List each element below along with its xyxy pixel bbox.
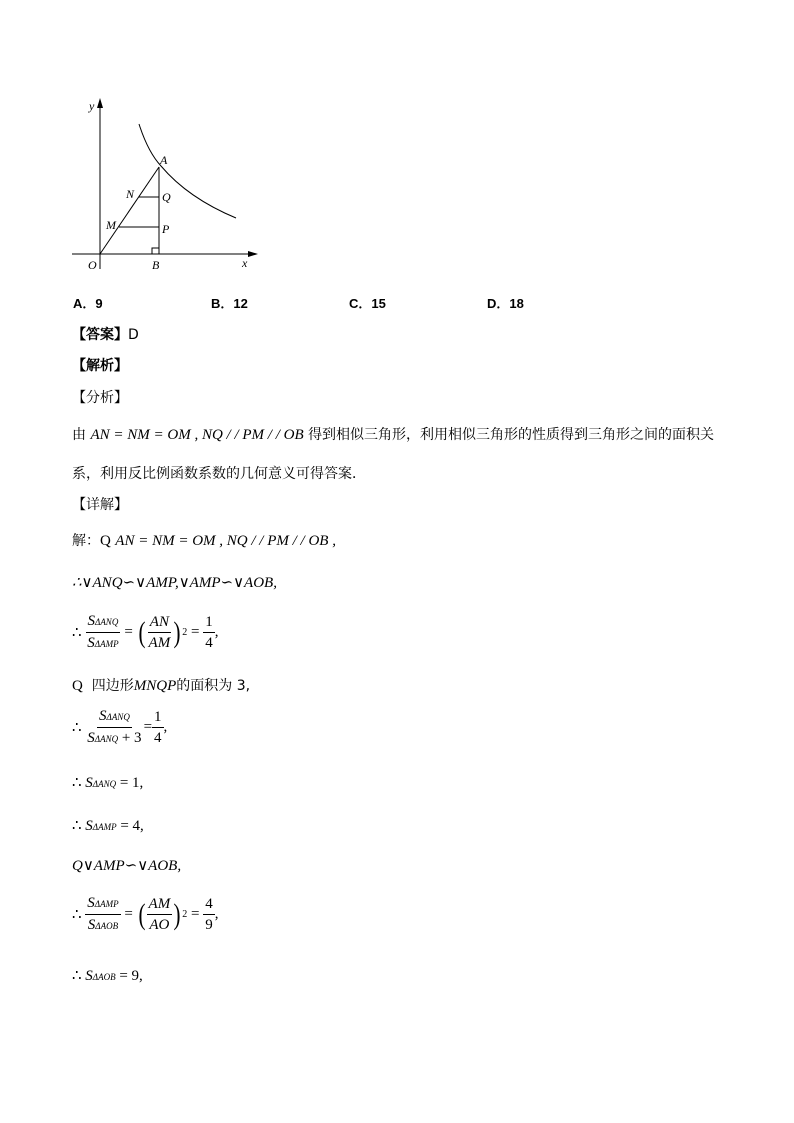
hyperbola-curve (139, 124, 236, 218)
label-y: y (89, 99, 95, 113)
answer-label: 【答案】 (72, 327, 128, 343)
solution-line-9: ∴ $\frac{\text{SΔAMP}}{\text{SΔAOB}}$ = ( $\frac{AM}{AO}$ ) 2 = $\frac{4}{9}$ , (72, 895, 219, 933)
heading-xiangjie: 【详解】 (72, 497, 128, 513)
solution-line-8: Q∨AMP∽∨AOB, (72, 858, 182, 874)
option-c[interactable]: C．15 (349, 296, 386, 311)
heading-jiexi: 【解析】 (72, 358, 128, 374)
option-a[interactable]: A．9 (73, 296, 103, 311)
option-d[interactable]: D．18 (487, 296, 524, 311)
ratio-fraction: $\frac{\text{SΔANQ}}{\text{SΔAMP}}$ (87, 613, 119, 651)
solution-line-4: Q 四边形MNQP的面积为 3, (72, 678, 251, 694)
solution-line-2: ∴∨ANQ∽∨AMP,∨AMP∽∨AOB, (72, 575, 277, 591)
x-axis-arrow-icon (248, 251, 258, 257)
y-axis-arrow-icon (97, 98, 103, 108)
label-q: Q (162, 190, 171, 204)
solution-line-1: 解：Q AN = NM = OM , NQ / / PM / / OB , (72, 533, 336, 549)
analysis-line-2: 系，利用反比例函数系数的几何意义可得答案． (72, 466, 366, 482)
heading-fenxi: 【分析】 (72, 390, 128, 406)
geometry-figure (66, 94, 266, 279)
answer-line (72, 324, 139, 344)
label-n: N (126, 187, 135, 201)
analysis-formula: AN = NM = OM , NQ / / PM / / OB (90, 427, 304, 443)
answer-value: D (128, 327, 139, 343)
solution-line-5: ∴ $\frac{\text{SΔANQ}}{\text{SΔANQ + 3}}$ = $\frac{1}{4}$ , (72, 708, 168, 746)
solution-line-7: ∴ SΔAMP = 4, (72, 818, 144, 834)
label-a: A (160, 153, 168, 167)
label-m: M (106, 218, 116, 232)
label-x: x (242, 256, 248, 270)
solution-line-10: ∴ SΔAOB = 9, (72, 968, 143, 984)
solution-line-3: ∴ $\frac{\text{SΔANQ}}{\text{SΔAMP}}$ = ( $\frac{AN}{AM}$ ) 2 = $\frac{1}{4}$ , (72, 613, 219, 651)
right-angle-mark (152, 248, 159, 254)
label-o: O (88, 258, 97, 272)
label-p: P (162, 222, 170, 236)
label-b: B (152, 258, 160, 272)
option-b[interactable]: B．12 (211, 296, 248, 311)
analysis-line-1: 由 AN = NM = OM , NQ / / PM / / OB 得到相似三角形，利用相似三角形的性质得到三角形之间的面积关 (72, 427, 715, 443)
solution-line-6: ∴ SΔANQ = 1, (72, 775, 144, 791)
segment-oa (100, 167, 159, 254)
